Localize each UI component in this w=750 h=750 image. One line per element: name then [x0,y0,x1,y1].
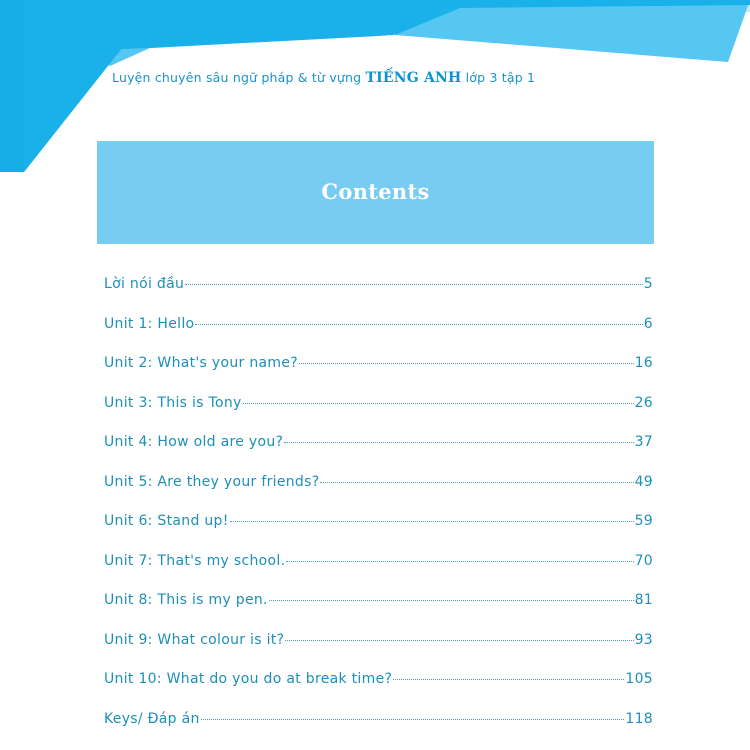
toc-entry-label: Unit 4: How old are you? [104,434,284,450]
running-head-suffix: lớp 3 tập 1 [465,70,536,85]
toc-entry-page: 93 [634,631,653,648]
toc-entry-label: Unit 8: This is my pen. [104,592,268,608]
toc-entry[interactable] [104,276,653,316]
toc-entry-label: Unit 10: What do you do at break time? [104,671,393,687]
contents-banner [97,141,654,244]
toc-entry-label: Keys/ Đáp án [104,710,200,727]
toc-entry-label: Unit 6: Stand up! [104,513,229,529]
toc-entry-label: Unit 7: That's my school. [104,552,286,569]
toc-entry[interactable] [104,395,653,435]
toc-dot-leader [195,324,642,325]
toc-entry[interactable] [104,632,653,672]
toc-dot-leader [299,363,634,364]
toc-dot-leader [393,679,624,680]
toc-dot-leader [243,403,634,404]
toc-entry-page: 105 [625,671,653,687]
toc-dot-leader [185,284,643,285]
toc-entry-page: 26 [634,394,653,411]
toc-entry[interactable] [104,474,653,514]
toc-entry[interactable] [104,434,653,474]
toc-entry-label: Unit 2: What's your name? [104,355,298,371]
toc-entry-page: 49 [634,473,653,490]
toc-dot-leader [269,600,634,601]
toc-entry[interactable] [104,671,653,711]
toc-entry-label: Unit 9: What colour is it? [104,631,285,648]
running-head [112,70,535,86]
toc-entry-page: 5 [643,276,653,292]
toc-entry[interactable] [104,592,653,632]
toc-entry-page: 59 [634,513,653,529]
toc-entry-page: 16 [634,355,653,371]
toc-entry-label: Unit 3: This is Tony [104,394,242,411]
toc-dot-leader [201,719,625,720]
toc-dot-leader [285,640,633,641]
page-title: Contents [321,179,430,204]
toc-entry-label: Lời nói đầu [104,276,185,292]
toc-entry[interactable] [104,711,653,750]
toc-entry[interactable] [104,513,653,553]
running-head-prefix: Luyện chuyên sâu ngữ pháp & từ vựng [112,70,362,85]
toc-entry[interactable] [104,316,653,356]
toc-entry-page: 70 [634,552,653,569]
toc-entry[interactable] [104,355,653,395]
table-of-contents [104,276,653,750]
toc-entry-label: Unit 5: Are they your friends? [104,473,320,490]
toc-entry-label: Unit 1: Hello [104,315,195,332]
toc-dot-leader [230,521,634,522]
toc-entry-page: 6 [643,315,653,332]
toc-dot-leader [284,442,633,443]
toc-dot-leader [286,561,633,562]
toc-entry-page: 81 [634,592,653,608]
toc-entry-page: 118 [625,710,653,727]
toc-dot-leader [320,482,633,483]
toc-entry-page: 37 [634,434,653,450]
running-head-emphasis: TIẾNG ANH [365,70,462,86]
toc-entry[interactable] [104,553,653,593]
